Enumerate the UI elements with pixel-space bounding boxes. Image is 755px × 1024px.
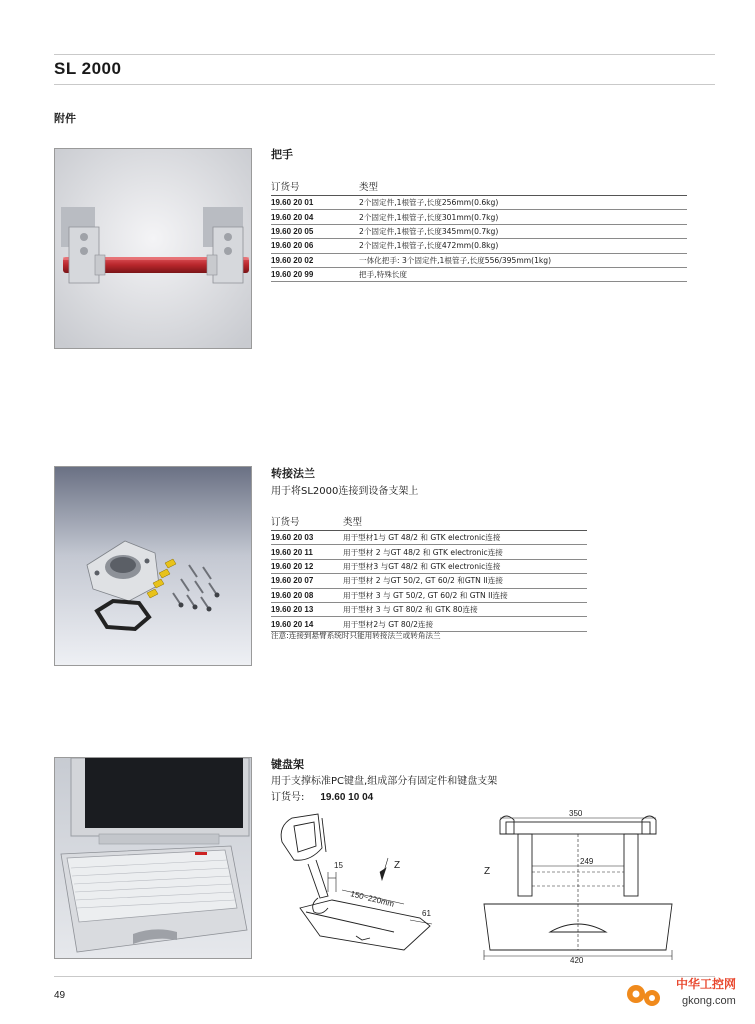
handle-photo [54, 148, 252, 349]
page-number: 49 [54, 990, 66, 1001]
keyboard-front-drawing [480, 804, 680, 964]
dim-61: 61 [422, 909, 431, 918]
keyboard-side-drawing [270, 808, 460, 958]
watermark-logo [622, 968, 746, 1012]
dim-z-side: Z [394, 860, 401, 871]
dim-15: 15 [334, 861, 343, 870]
section-label: 附件 [54, 112, 76, 125]
table-row: 19.60 20 06 2个固定件,1根管子,长度472mm(0.8kg) [271, 239, 687, 253]
page-title: SL 2000 [54, 59, 122, 78]
handle-col-code: 订货号 [271, 179, 359, 196]
table-row: 19.60 20 08 用于型材 3 与 GT 50/2, GT 60/2 和 GTN II连接 [271, 588, 587, 602]
footer-rule [54, 976, 715, 977]
keyboard-photo [54, 757, 252, 959]
handle-col-type: 类型 [359, 179, 687, 196]
table-row: 19.60 20 03 用于型材1与 GT 48/2 和 GTK electronic连接 [271, 531, 587, 545]
keyboard-order [271, 788, 373, 803]
handle-heading: 把手 [271, 148, 293, 161]
flange-col-code: 订货号 [271, 514, 343, 531]
table-row: 19.60 20 11 用于型材 2 与GT 48/2 和 GTK electronic连接 [271, 545, 587, 559]
dim-420: 420 [570, 956, 584, 964]
dim-350: 350 [569, 809, 583, 818]
flange-note: 注意:连接到悬臂系统时只能用转接法兰或转角法兰 [271, 631, 441, 640]
table-row: 19.60 20 02 一体化把手: 3个固定件,1根管子,长度556/395mm(1kg) [271, 253, 687, 267]
keyboard-order-label: 订货号: [271, 792, 305, 803]
dim-150-220: 150~220mm [349, 889, 396, 909]
table-row: 19.60 20 14 用于型材2与 GT 80/2连接 [271, 617, 587, 631]
keyboard-order-code: 19.60 10 04 [320, 792, 374, 803]
table-row: 19.60 20 07 用于型材 2 与GT 50/2, GT 60/2 和GTN II连接 [271, 574, 587, 588]
table-row: 19.60 20 05 2个固定件,1根管子,长度345mm(0.7kg) [271, 224, 687, 238]
table-row: 19.60 20 04 2个固定件,1根管子,长度301mm(0.7kg) [271, 210, 687, 224]
gear-icon [627, 985, 660, 1006]
keyboard-heading: 键盘架 [271, 758, 304, 771]
table-row: 19.60 20 13 用于型材 3 与 GT 80/2 和 GTK 80连接 [271, 602, 587, 616]
flange-photo [54, 466, 252, 666]
table-row: 19.60 20 01 2个固定件,1根管子,长度256mm(0.6kg) [271, 196, 687, 210]
top-rule [54, 54, 715, 55]
keyboard-subtitle: 用于支撑标准PC键盘,组成部分有固定件和键盘支架 [271, 776, 498, 787]
flange-heading: 转接法兰 [271, 467, 315, 480]
watermark-cn: 中华工控网 [676, 977, 737, 991]
handle-table [271, 179, 687, 282]
title-rule [54, 84, 715, 85]
flange-subtitle: 用于将SL2000连接到设备支架上 [271, 486, 419, 497]
table-row: 19.60 20 99 把手,特殊长度 [271, 267, 687, 281]
flange-table [271, 514, 587, 632]
dim-249: 249 [580, 857, 594, 866]
flange-col-type: 类型 [343, 514, 587, 531]
dim-z-front: Z [484, 866, 491, 877]
watermark-url: gkong.com [682, 995, 736, 1007]
table-row: 19.60 20 12 用于型材3 与GT 48/2 和 GTK electronic连接 [271, 559, 587, 573]
